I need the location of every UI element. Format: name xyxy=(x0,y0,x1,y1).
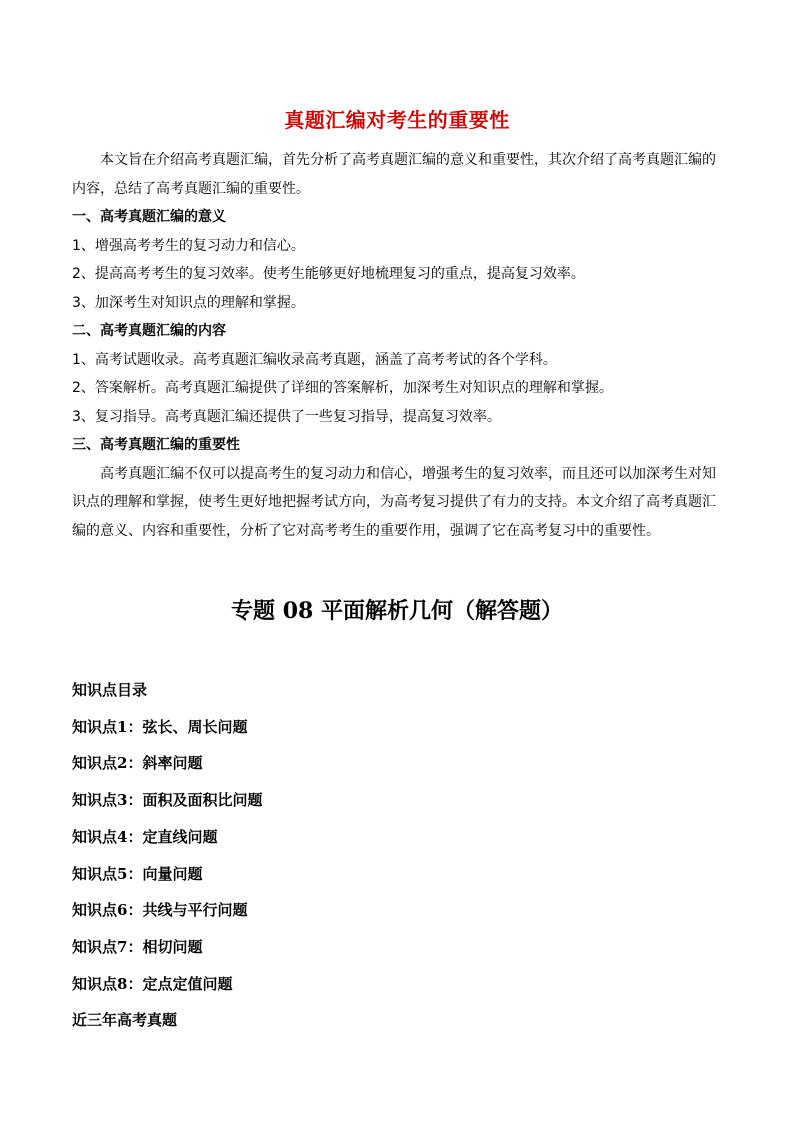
list-item: 2、提高高考考生的复习效率。使考生能够更好地梳理复习的重点，提高复习效率。 xyxy=(72,266,585,282)
list-item: 3、复习指导。高考真题汇编还提供了一些复习指导，提高复习效率。 xyxy=(72,408,501,425)
toc-heading: 知识点目录 xyxy=(72,681,148,699)
conclusion-paragraph: 高考真题汇编不仅可以提高考生的复习动力和信心，增强考生的复习效率，而且还可以加深考生对知识点的理解和掌握，使考生更好地把握考试方向，为高考复习提供了有力的支持。本文介绍了高考真题汇编的意义、内容和重要性，分析了它对高考考生的重要作用，强调了它在高考复习中的重要性。 xyxy=(72,465,716,539)
toc-item-prefix: 知识点 xyxy=(72,937,118,956)
toc-item-prefix: 知识点 xyxy=(72,864,118,883)
section-heading: 三、高考真题汇编的重要性 xyxy=(72,437,240,453)
toc-item-number: 5 xyxy=(117,864,128,883)
toc-item-separator: ： xyxy=(127,754,143,773)
toc-item[interactable] xyxy=(72,819,724,856)
toc-item-label: 相切问题 xyxy=(142,937,203,956)
toc-item-label: 共线与平行问题 xyxy=(142,901,248,920)
toc-item-label: 弦长、周长问题 xyxy=(142,717,248,736)
toc-item-separator: ： xyxy=(127,937,143,956)
list-item: 1、增强高考考生的复习动力和信心。 xyxy=(72,237,305,254)
toc-item-prefix: 知识点 xyxy=(72,827,118,846)
toc-item-separator: ： xyxy=(127,864,143,883)
toc-item[interactable] xyxy=(72,745,724,782)
list-item: 1、高考试题收录。高考真题汇编收录高考真题，涵盖了高考考试的各个学科。 xyxy=(72,351,557,368)
list-item: 3、加深考生对知识点的理解和掌握。 xyxy=(72,294,305,311)
toc-item-number: 2 xyxy=(117,754,128,773)
toc-item[interactable] xyxy=(72,929,724,966)
toc-item-separator: ： xyxy=(127,791,143,810)
toc-item-number: 7 xyxy=(117,937,128,956)
toc-item[interactable] xyxy=(72,966,724,1003)
toc-item-number: 4 xyxy=(117,827,128,846)
toc-item-label: 定点定值问题 xyxy=(142,974,233,993)
toc-item[interactable] xyxy=(72,892,724,929)
toc-item-number: 6 xyxy=(117,901,128,920)
list-item: 2、答案解析。高考真题汇编提供了详细的答案解析，加深考生对知识点的理解和掌握。 xyxy=(72,380,613,396)
toc-item-label: 定直线问题 xyxy=(142,827,218,846)
section-heading: 二、高考真题汇编的内容 xyxy=(72,323,226,339)
toc-item-prefix: 知识点 xyxy=(72,974,118,993)
toc-item-label: 斜率问题 xyxy=(142,754,203,773)
toc-item[interactable] xyxy=(72,856,724,893)
toc-item-separator: ： xyxy=(127,901,143,920)
toc-item-prefix: 知识点 xyxy=(72,754,118,773)
toc-item-prefix: 知识点 xyxy=(72,791,118,810)
toc-item[interactable] xyxy=(72,709,724,746)
intro-title: 真题汇编对考生的重要性 xyxy=(284,108,510,132)
toc-item-label: 向量问题 xyxy=(142,864,203,883)
toc-footer[interactable]: 近三年高考真题 xyxy=(72,1011,178,1030)
toc-item-number: 8 xyxy=(117,974,128,993)
toc-item[interactable] xyxy=(72,782,724,819)
intro-body xyxy=(72,146,724,545)
toc-item-number: 3 xyxy=(117,791,128,810)
toc-item-prefix: 知识点 xyxy=(72,717,118,736)
toc-item-separator: ： xyxy=(127,827,143,846)
toc-item-label: 面积及面积比问题 xyxy=(142,791,263,810)
toc-item-separator: ： xyxy=(127,974,143,993)
toc-item-prefix: 知识点 xyxy=(72,901,118,920)
toc-item-number: 1 xyxy=(117,717,128,736)
toc-item-separator: ： xyxy=(127,717,143,736)
toc xyxy=(72,672,724,1039)
topic-title: 专题 08 平面解析几何（解答题） xyxy=(231,598,563,624)
intro-paragraph: 本文旨在介绍高考真题汇编，首先分析了高考真题汇编的意义和重要性，其次介绍了高考真题汇编的内容，总结了高考真题汇编的重要性。 xyxy=(72,152,716,197)
section-heading: 一、高考真题汇编的意义 xyxy=(72,209,226,225)
